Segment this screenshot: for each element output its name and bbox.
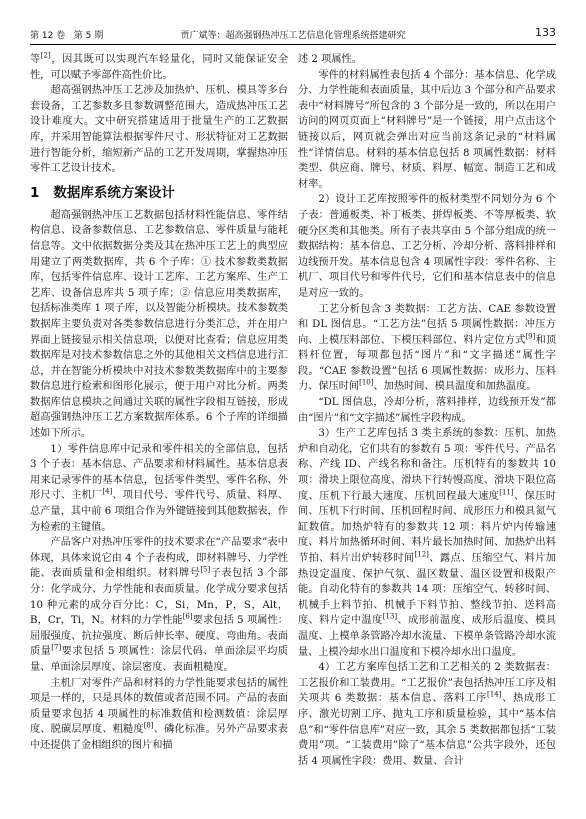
- paragraph: 产品客户对热冲压零件的技术要求在“产品要求”表中体现，具体来说它由 4 个子表构成，即材料牌号、力学性能、表面质量和金相组织。材料牌号[5]子表包括 3 个部分：化学成分、力学性能和表面质量。化学成分要求包括 10 种元素的成分百分比：C，Si，Mn，P，S，Alt，B，Cr，Ti，N。材料的力学性能[6]要求包括 5 项属性：屈服强度、抗拉强度、断后伸长率、硬度、弯曲角。表面质量[7]要求包括 5 项属性：涂层代码、单面涂层平均质量、单面涂层厚度、涂层密度、表面粗糙度。: [30, 537, 288, 673]
- citation: [9]: [525, 332, 536, 341]
- paragraph: 零件的材料属性表包括 4 个部分：基本信息、化学成分、力学性能和表面质量，其中后边 3 个部分和产品要求表中“材料牌号”所包含的 3 个部分是一致的，所以在用户访问的网页页面上“材料牌号”是一个链接，用户点击这个链接以后，网页就会弹出对应当前这条记录的“材料属性”详情信息。材料的基本信息包括 8 项属性数据：材料类型、供应商、牌号、材质、料厚、幅宽、制造工艺和成材率。: [298, 69, 556, 190]
- citation: [8]: [143, 721, 154, 730]
- citation: [5]: [200, 566, 211, 575]
- page-number: 133: [535, 26, 556, 39]
- right-column: [298, 52, 556, 769]
- paragraph: 等[2]，因其既可以实现汽车轻量化，同时又能保证安全性，可以赋予零部件高性价比。: [30, 51, 289, 81]
- paragraph: 述 2 项属性。: [298, 54, 362, 65]
- citation: [14]: [487, 690, 502, 699]
- paragraph: 1）零件信息库中记录和零件相关的全部信息，包括 3 个子表：基本信息、产品要求和材料属性。基本信息表用来记录零件的基本信息，包括零件类型、零件名称、外形尺寸、主机厂[4]、项目代号、零件代号、质量、料厚、总产量，其中前 6 项组合作为外键链接到其他数据表，作为检索的主键值。: [30, 443, 289, 533]
- citation: [11]: [499, 488, 514, 497]
- paragraph: 3）生产工艺库包括 3 类主系统的参数：压机、加热炉和自动化，它们共有的参数有 5 项：零件代号、产品名称、产线 ID、产线名称和备注。压机特有的参数共 10 项：滑块上限位高度、滑块下行转慢高度、滑块下限位高度、压机下行最大速度、压机回程最大速度[11]、保压时间、压机下行时间、压机回程时间、成形压力和模具氮气缸数值。加热炉特有的参数共 12 项：料片炉内传输速度、料片加热循环时间、料片最长加热时间、加热炉出料节拍、料片出炉转移时间[12]、露点、压缩空气、料片加热设定温度、保护气氛、温区数量、温区设置和极限产能。自动化特有的参数共 14 项：压缩空气、转移时间、机械手上料节拍、机械手下料节拍、整线节拍、送料高度、料片定中温度[13]、成形前温度、成形后温度、模具温度、上模单条管路冷却水流量、下模单条管路冷却水流量、上模冷却水出口温度和下模冷却水出口温度。: [298, 428, 557, 658]
- paragraph: 超高强钢热冲压工艺涉及加热炉、压机、模具等多台套设备，工艺参数多且参数调整范围大，造成热冲压工艺设计难度大。文中研究搭建适用于批量生产的工艺数据库，并采用智能算法根据零件尺寸、形状特征对工艺数据进行智能分析，缩短新产品的工艺开发周期，掌握热冲压零件工艺设计技术。: [30, 85, 288, 175]
- header-issue: 第 5 期: [73, 31, 104, 41]
- left-column: [30, 52, 288, 754]
- citation: [2]: [40, 51, 51, 60]
- running-header: [30, 24, 556, 45]
- paragraph: 工艺分析包含 3 类数据：工艺方法、CAE 参数设置和 DL 图信息。“工艺方法”包括 5 项属性数据：冲压方向、上模压料部位、下模压料部位、料片定位方式[9]和顶料杆位置，每项都包括“图片”和“文字描述”属性字段。“CAE 参数设置”包括 6 项属性数据：成形力、压料力、保压时间[10]、加热时间、模具温度和加热温度。: [298, 303, 557, 393]
- paragraph: “DL 图信息，冷却分析，落料排样，边线预开发”都由“图片”和“文字描述”属性字段构成。: [298, 397, 556, 424]
- paragraph: 2）设计工艺库按照零件的板材类型不同划分为 6 个子表：普通板类、补丁板类、拼焊板类、不等厚板类、软硬分区类和其他类。所有子表共享由 5 个部分组成的统一数据结构：基本信息、工艺分析、冷却分析、落料排样和边线预开发。基本信息包含 4 项属性字段：零件名称、主机厂、项目代号和零件代号，它们和基本信息表中的信息是对应一致的。: [298, 194, 556, 299]
- header-title: 贾广斌等：超高强钢热冲压工艺信息化管理系统搭建研究: [180, 31, 406, 41]
- section-number: 1: [30, 184, 40, 201]
- header-volume: 第 12 卷: [30, 31, 66, 41]
- citation: [4]: [102, 488, 113, 497]
- citation: [13]: [382, 612, 398, 621]
- section-title: 数据库系统方案设计: [53, 184, 175, 201]
- section-heading: [30, 184, 288, 202]
- paragraph: 主机厂对零件产品和材料的力学性能要求包括的属性项是一样的，只是具体的数值或者范围不同。产品的表面质量要求包括 4 项属性的标准数值和检测数值：涂层厚度、脱碳层厚度、粗糙度[8]、磷化标准。另外产品要求表中还提供了金相组织的图片和描: [30, 677, 288, 751]
- paragraph: 超高强钢热冲压工艺数据包括材料性能信息、零件结构信息、设备参数信息、工艺参数信息、零件质量与能耗信息等。文中依据数据分类及其在热冲压工艺上的典型应用建立了两类数据库，共 6 个子库：① 技术参数类数据库，包括零件信息库、设计工艺库、工艺方案库、生产工艺库、设备信息库共 5 项子库；② 信息应用类数据库，包括标准类库 1 项子库，以及智能分析模块。技术参数类数据库主要负责对各类参数信息进行分类汇总，并在用户界面上链接显示相关信息项，以便对比查看；信息应用类数据库是对技术参数信息之外的其他相关文档信息进行汇总，并在智能分析模块中对技术参数类数据库中的主要参数信息进行检索和图形化展示，便于用户对比分析。两类数据库信息模块之间通过关联的属性字段相互链接，形成超高强钢热冲压工艺方案数据库体系。6 个子库的详细描述如下所示。: [30, 209, 288, 440]
- citation: [7]: [51, 643, 62, 652]
- citation: [12]: [414, 550, 429, 559]
- paragraph: 4）工艺方案库包括工艺和工艺相关的 2 类数据表：工艺报价和工装费用。“工艺报价”表包括热冲压工序及相关项共 6 类数据：基本信息、落料工序[14]、热成形工序、激光切割工序、抛丸工序和质量检验，其中“基本信息”和“零件信息库”对应一致，其余 5 类数据都包括“工装费用”项。“工装费用”除了“基本信息”公共字段外，还包括 4 项属性字段：费用、数量、合计: [298, 662, 556, 767]
- citation: [6]: [182, 612, 193, 621]
- citation: [10]: [359, 379, 374, 388]
